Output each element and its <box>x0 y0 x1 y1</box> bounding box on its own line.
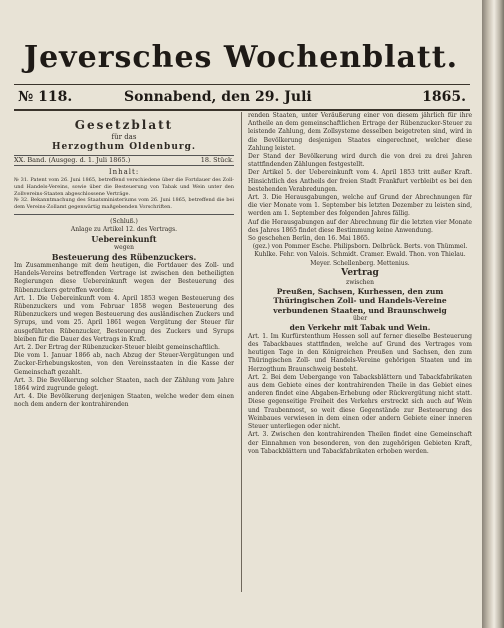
paragraph: Die vom 1. Januar 1866 ab, nach Abzug der Steuer-Vergütungen und Zucker-Erhebungskosten, von den Vereinsstaaten in die Kasse der Gemeinschaft gezahlt. <box>14 352 234 376</box>
toc-entry: № 32. Bekanntmachung des Staatsministeriums vom 26. Juni 1865, betreffend die bei dem Vereins-Zollamt gegenwärtig maßgebenden Vorschriften. <box>14 197 234 211</box>
paragraph: Der Artikel 5. der Uebereinkunft vom 4. April 1853 tritt außer Kraft. Hinsichtlich des Antheils der freien Stadt Frankfurt verbleibt es bei den bestehenden Verabredungen. <box>248 169 472 193</box>
wegen-line: wegen <box>114 243 134 251</box>
toc-entry: № 31. Patent vom 26. Juni 1865, betreffend verschiedene über die Fortdauer des Zoll- und Handels-Vereins, sowie über die Besteuerung von Tabak und Wein unter den Zollvereins-Staaten abgeschlossene Verträge. <box>14 177 234 197</box>
paragraph: Art. 1. Im Kurfürstenthum Hessen soll auf ferner dieselbe Besteuerung des Tabackbaues stattfinden, welche auf Grund des Vertrages vom heutigen Tage in den Königreichen Preußen und Sachsen, den zum Thüringischen Zoll- und Handels-Vereine gehörigen Staaten und im Herzogthum Braunschweig besteht. <box>248 332 472 373</box>
column-divider <box>241 112 242 592</box>
paragraph: Art. 2. Der Ertrag der Rübenzucker-Steuer bleibt gemeinschaftlich. <box>14 344 220 352</box>
staaten-heading: Preußen, Sachsen, Kurhessen, den zum Thüringischen Zoll- und Handels-Vereine verbundenen Staaten, und Braunschweig <box>273 286 447 315</box>
besteuerung-heading: Besteuerung des Rübenzuckers. <box>51 251 197 262</box>
issue-bar <box>14 84 470 111</box>
schluss-label: (Schluß.) <box>110 217 138 225</box>
band-right: 18. Stück. <box>200 156 234 164</box>
paragraph: Art. 3. Zwischen den kontrahirenden Theilen findet eine Gemeinschaft der Einnahmen von besonderen, von den zugehörigen Gebieten Kraft, von Tabackblättern und Tabackfabrikaten erhoben werden. <box>248 431 472 455</box>
paragraph: Art. 1. Die Uebereinkunft vom 4. April 1853 wegen Besteuerung des Rübenzuckers und vom Februar 1858 wegen Besteuerung des Rübenzuckers und wegen Besteuerung des ausländischen Zuckers und Syrups, und vom 25. April 1861 wegen Vergütung der Steuer für ausgeführten Rübenzucker, Besteuerung des Zuckers und Syrups bleiben für die Dauer des Vertrags in Kraft. <box>14 294 234 343</box>
right-column <box>248 112 472 456</box>
verkehr-heading: den Verkehr mit Tabak und Wein. <box>289 323 431 333</box>
divider <box>14 214 234 215</box>
gesetzblatt-heading: Gesetzblatt <box>74 118 174 132</box>
band-line <box>14 155 234 166</box>
issue-date: Sonnabend, den 29. Juli <box>124 89 312 105</box>
uebereinkunft-heading: Uebereinkunft <box>91 233 157 244</box>
paragraph: Art. 3. Die Bevölkerung solcher Staaten, nach der Zählung vom Jahre 1864 wird zugrunde gelegt. <box>14 376 234 393</box>
band-left: XX. Band. (Ausgeg. d. 1. Juli 1865.) <box>14 156 131 164</box>
vertrag-heading: Vertrag <box>341 267 379 278</box>
paragraph: Im Zusammenhange mit dem heutigen, die Fortdauer des Zoll- und Handels-Vereins betreffenden Vertrage ist zwischen den betheiligten Regierungen diese Uebereinkunft wegen der Besteuerung des Rübenzuckers getroffen worden: <box>14 261 234 294</box>
paragraph: So geschehen Berlin, den 16. Mai 1865. <box>248 235 370 243</box>
anlage-label: Anlage zu Artikel 12. des Vertrags. <box>70 225 178 233</box>
zwischen-line: zwischen <box>346 278 374 286</box>
issue-year: 1865. <box>422 89 466 105</box>
paragraph: Auf die Herausgabungen auf der Abrechnung für die letzten vier Monate des Jahres 1865 findet diese Bestimmung keine Anwendung. <box>248 218 472 234</box>
book-binding-edge <box>482 0 504 628</box>
paragraph: renden Staaten, unter Veräußerung einer von diesem jährlich für ihre Antheile an dem gemeinschaftlichen Ertrage der Rübenzucker-Steuer zu leistende Zahlung, dem Zollsysteme desselben beigetreten sind, wird in die Bevölkerung desjenigen Staates eingerechnet, welcher diese Zahlung leistet. <box>248 112 472 152</box>
paragraph: Art. 2. Bei dem Uebergange von Tabacksblättern und Tabackfabrikaten aus dem Gebiete eines der kontrahirenden Theile in das Gebiet eines anderen findet eine Abgaben-Erhebung oder Rückvergütung nicht statt. Diese gegenseitige Freiheit des Verkehrs erstreckt sich auch auf Wein und Traubenmost, so weit diese Gegenstände zur Besteuerung des Weinbaues verwiesen in dem einen oder andern Gebiete einer inneren Steuer unterliegen oder nicht. <box>248 373 472 431</box>
inhalt-heading: Inhalt: <box>108 168 140 176</box>
paragraph: Art. 3. Die Herausgabungen, welche auf Grund der Abrechnungen für die vier Monate vom 1. September bis letzten Dezember zu leisten sind, werden am 1. September des folgenden Jahres fällig. <box>248 194 472 218</box>
paragraph: Der Stand der Bevölkerung wird durch die von drei zu drei Jahren stattfindenden Zählungen festgestellt. <box>248 153 472 169</box>
herzogthum-heading: Herzogthum Oldenburg. <box>51 142 197 152</box>
left-column <box>14 112 234 410</box>
ueber-line: über <box>352 315 368 323</box>
paragraph: Art. 4. Die Bevölkerung derjenigen Staaten, welche weder dem einen noch dem andern der kontrahirenden <box>14 393 234 409</box>
masthead-title: Jeversches Wochenblatt. <box>23 40 459 75</box>
issue-number: № 118. <box>18 89 73 105</box>
signers: (gez.) von Pommer Esche. Philipsborn. Delbrück. Berts. von Thümmel. Kuhlke. Fehr. von Valois. Schmidt. Cramer. Ewald. Thon. von Thielau. Meyer. Schellenberg. Mettenius. <box>252 243 468 267</box>
table-of-contents <box>14 177 234 211</box>
fuer-line: für das <box>111 133 137 141</box>
